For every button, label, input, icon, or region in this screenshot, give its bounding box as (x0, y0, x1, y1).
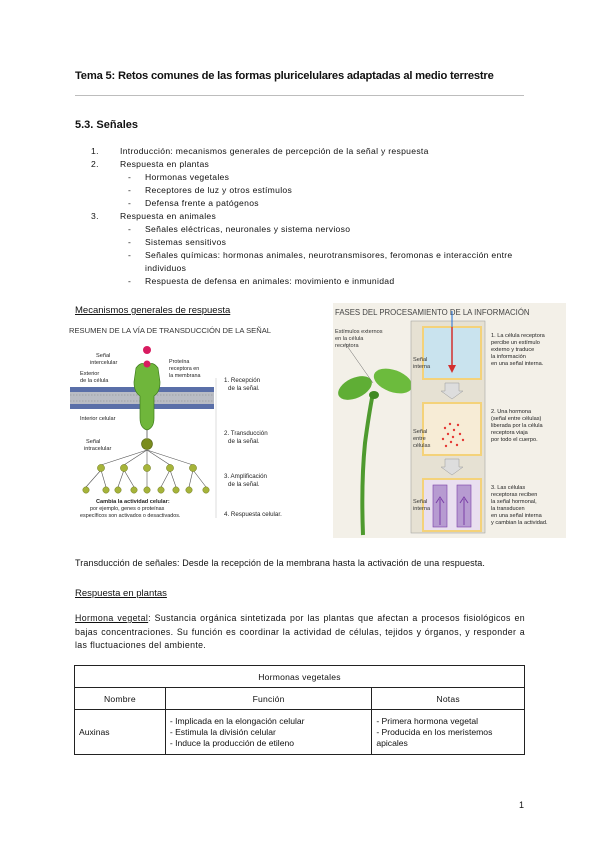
outline-subitem (75, 236, 535, 249)
signal-transduction-diagram (66, 320, 298, 532)
phase-3-line: receptoras reciben (491, 492, 538, 498)
phase-1-line: externo y traduce (491, 347, 535, 353)
label-intercellular: intercelular (90, 360, 118, 366)
document-header-title: Tema 5: Retos comunes de las formas pluricelulares adaptadas al medio terrestre (75, 70, 494, 82)
label-interior: Interior celular (80, 416, 116, 422)
label-protein: Proteína (169, 359, 190, 365)
outline-item-number: 1. (91, 146, 99, 156)
phase-3-line: 3. Las células (491, 485, 526, 491)
definition-text: : Sustancia orgánica sintetizada por las plantas que afectan a procesos fisiológicos en bajas concentraciones. Su función es coordinar la actividad de células, tejidos y órganos, y responder a las fluctuaciones del ambiente. (75, 613, 525, 650)
function-line: - Estimula la división celular (169, 726, 276, 737)
label-internal-1: interna (413, 364, 431, 370)
table-header-row (75, 688, 525, 710)
label-of-cell: de la célula (80, 378, 109, 384)
label-between: entre (413, 436, 426, 442)
step-3-sub: de la señal. (228, 481, 260, 488)
label-external: Estímulos externos (335, 329, 383, 335)
label-membrane: la membrana (169, 373, 201, 379)
outline-subitem-text: Defensa frente a patógenos (145, 198, 259, 208)
section-title: 5.3. Señales (75, 119, 138, 131)
outline-item-number: 3. (91, 211, 99, 221)
label-signal-1: Señal (413, 357, 428, 363)
response-note-line-3: específicos son activados o desactivados. (80, 513, 181, 519)
phase-3-line: la transducen (491, 506, 525, 512)
step-3-label: 3. Amplificación (224, 473, 267, 480)
phase-1-line: 1. La célula receptora (491, 333, 545, 339)
phase-1-line: la información (491, 354, 526, 360)
outline-subitem (75, 223, 535, 236)
phase-2-line: 2. Una hormona (491, 409, 532, 415)
outline-subitem (75, 249, 535, 275)
panel-3-cell (423, 479, 481, 531)
outline-item-text: Introducción: mecanismos generales de percepción de la señal y respuesta (120, 146, 429, 156)
outline-subitem (75, 197, 535, 210)
plants-subtitle: Respuesta en plantas (75, 588, 167, 599)
section-outline (75, 145, 535, 288)
label-cells: células (413, 443, 431, 449)
information-processing-diagram (333, 303, 566, 538)
outline-item-text: Respuesta en animales (120, 211, 217, 221)
notes-line: apicales (376, 737, 408, 748)
phase-2-line: receptora viaja (491, 430, 528, 436)
phase-1-line: en una señal interna. (491, 361, 544, 367)
column-header-notes: Notas (372, 688, 525, 710)
notes-line: - Primera hormona vegetal (376, 715, 479, 726)
label-intra-signal: Señal (86, 439, 101, 445)
figure-title: RESUMEN DE LA VÍA DE TRANSDUCCIÓN DE LA SEÑAL (69, 326, 271, 335)
function-line: - Induce la producción de etileno (169, 737, 295, 748)
phase-2-line: por todo el cuerpo. (491, 437, 538, 443)
outline-subitem-text: Señales eléctricas, neuronales y sistema nervioso (145, 224, 351, 234)
bullet-dash: - (128, 185, 132, 195)
relay-molecule-icon (142, 439, 153, 450)
mechanisms-subtitle: Mecanismos generales de respuesta (75, 305, 231, 316)
response-note-line-2: por ejemplo, genes o proteínas (90, 506, 165, 512)
phase-1-line: percibe un estímulo (491, 340, 540, 346)
phase-2-line: liberada por la célula (491, 423, 543, 429)
phase-2-line: (señal entre células) (491, 416, 542, 422)
outline-item-1 (75, 145, 535, 158)
signal-molecule-icon (143, 346, 151, 354)
outline-item-number: 2. (91, 159, 99, 169)
label-signal-2: Señal (413, 429, 428, 435)
bullet-dash: - (128, 237, 132, 247)
hormones-table (74, 665, 525, 755)
label-receptor-cell: receptora (335, 343, 359, 349)
table-caption-row (75, 666, 525, 688)
step-4-label: 4. Respuesta celular. (224, 511, 282, 518)
column-header-function: Función (165, 688, 371, 710)
figure-title: FASES DEL PROCESAMIENTO DE LA INFORMACIÓN (335, 308, 530, 317)
bullet-dash: - (128, 224, 132, 234)
label-signal: Señal (96, 353, 111, 359)
information-processing-figure (333, 303, 566, 538)
header-divider (75, 95, 524, 96)
outline-subitem-text: Respuesta de defensa en animales: movimiento e inmunidad (145, 276, 395, 286)
bullet-dash: - (128, 198, 132, 208)
label-receptor: receptora en (169, 366, 200, 372)
phase-3-line: la señal hormonal, (491, 499, 537, 505)
label-exterior: Exterior (80, 371, 100, 377)
step-1-label: 1. Recepción (224, 377, 261, 384)
panel-2-cell (423, 403, 481, 455)
label-internal-3: interna (413, 506, 431, 512)
outline-subitem (75, 275, 535, 288)
definition-term: Hormona vegetal (75, 613, 149, 623)
outline-subitem (75, 171, 535, 184)
phase-3-line: en una señal interna (491, 513, 542, 519)
figure-caption: Transducción de señales: Desde la recepción de la membrana hasta la activación de una respuesta. (75, 558, 486, 568)
notes-line: - Producida en los meristemos (376, 726, 493, 737)
phase-3-line: y cambian la actividad. (491, 520, 548, 526)
label-in-cell: en la célula (335, 336, 364, 342)
label-signal-3: Señal (413, 499, 428, 505)
cell-name: Auxinas (75, 710, 166, 755)
outline-subitem-text: Señales químicas: hormonas animales, neurotransmisores, feromonas e interacción entre individuos (145, 250, 513, 273)
hormone-definition (75, 612, 525, 653)
table-row (75, 710, 525, 755)
label-intracellular: intracelular (84, 446, 112, 452)
bullet-dash: - (128, 250, 132, 260)
cell-notes (372, 710, 525, 755)
outline-item-2 (75, 158, 535, 171)
outline-subitem-text: Hormonas vegetales (145, 172, 230, 182)
outline-subitem (75, 184, 535, 197)
second-messengers (83, 464, 209, 493)
outline-item-text: Respuesta en plantas (120, 159, 210, 169)
step-2-sub: de la señal. (228, 438, 260, 445)
outline-subitem-text: Sistemas sensitivos (145, 237, 227, 247)
function-line: - Implicada en la elongación celular (169, 715, 305, 726)
step-2-label: 2. Transducción (224, 430, 268, 437)
outline-subitem-text: Receptores de luz y otros estímulos (145, 185, 293, 195)
bullet-dash: - (128, 276, 132, 286)
bound-signal-icon (144, 361, 151, 368)
page-number: 1 (519, 800, 525, 810)
column-header-name: Nombre (75, 688, 166, 710)
response-note-line-1: Cambia la actividad celular: (96, 499, 170, 505)
step-1-sub: de la señal. (228, 385, 260, 392)
signal-transduction-figure (66, 320, 298, 532)
bullet-dash: - (128, 172, 132, 182)
cell-function (165, 710, 371, 755)
table-caption: Hormonas vegetales (75, 666, 525, 688)
outline-item-3 (75, 210, 535, 223)
